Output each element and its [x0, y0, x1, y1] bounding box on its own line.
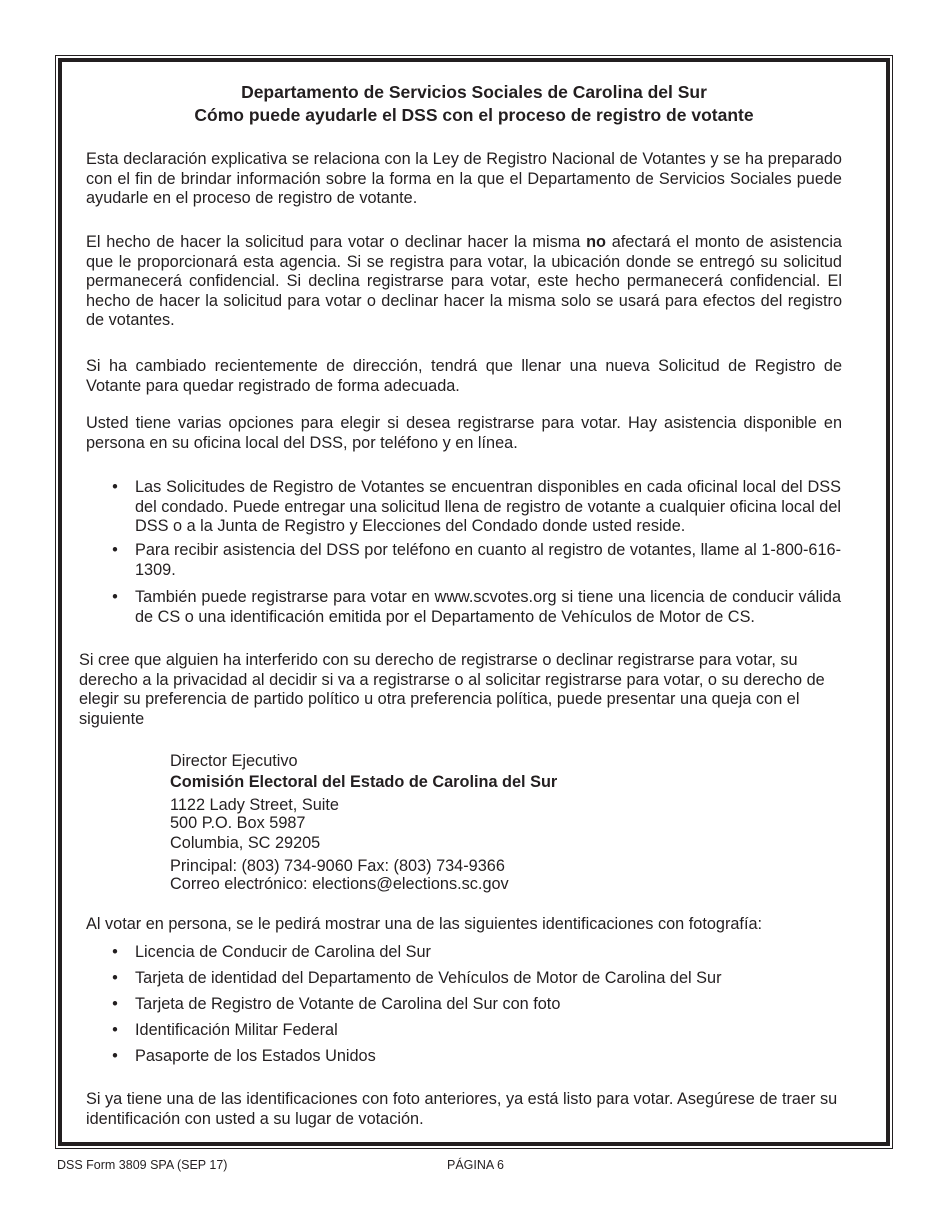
bullet-icon: •	[112, 1021, 118, 1039]
address-change-paragraph: Si ha cambiado recientemente de dirección, tendrá que llenar una nueva Solicitud de Registro de Votante para quedar registrado de forma adecuada.	[86, 357, 842, 395]
id-text: Tarjeta de identidad del Departamento de Vehículos de Motor de Carolina del Sur	[135, 969, 722, 987]
contact-phone: Principal: (803) 734-9060 Fax: (803) 734-9366	[170, 857, 505, 875]
id-text: Licencia de Conducir de Carolina del Sur	[135, 943, 431, 961]
form-id: DSS Form 3809 SPA (SEP 17)	[57, 1158, 228, 1172]
confidentiality-paragraph	[86, 233, 842, 331]
contact-address-line3: Columbia, SC 29205	[170, 834, 321, 852]
id-item	[108, 943, 841, 963]
id-intro: Al votar en persona, se le pedirá mostrar una de las siguientes identificaciones con fotografía:	[86, 915, 763, 933]
id-item	[108, 969, 841, 989]
option-text: También puede registrarse para votar en www.scvotes.org si tiene una licencia de conducir válida de CS o una identificación emitida por el Departamento de Vehículos de Motor de CS.	[135, 588, 841, 626]
bullet-icon: •	[112, 943, 118, 961]
id-text: Pasaporte de los Estados Unidos	[135, 1047, 376, 1065]
bullet-icon: •	[112, 541, 118, 559]
option-item	[108, 478, 841, 537]
intro-paragraph: Esta declaración explicativa se relaciona con la Ley de Registro Nacional de Votantes y se ha preparado con el fin de brindar información sobre la forma en la que el Departamento de Servicios Sociales puede ayudarle en el proceso de registro de votante.	[86, 150, 842, 207]
complaint-paragraph: Si cree que alguien ha interferido con su derecho de registrarse o declinar registrarse para votar, su derecho a la privacidad al decidir si va a registrarse o al solicitar registrarse para votar, o su derecho de elegir su preferencia de partido político u otra preferencia política, puede presentar una queja con el siguiente	[79, 651, 825, 728]
bullet-icon: •	[112, 995, 118, 1013]
contact-email: Correo electrónico: elections@elections.sc.gov	[170, 875, 509, 893]
id-item	[108, 995, 841, 1015]
id-text: Tarjeta de Registro de Votante de Carolina del Sur con foto	[135, 995, 561, 1013]
confidentiality-text-end: afectará el monto de asistencia que le proporcionará esta agencia. Si se registra para votar, la ubicación donde se entregó su solicitud permanecerá confidencial. Si declina registrarse para votar, este hecho permanecerá confidencial. El hecho de hacer la solicitud para votar o declinar hacer la misma solo se usará para efectos del registro de votantes.	[86, 233, 842, 329]
id-item	[108, 1047, 841, 1067]
confidentiality-emphasis: no	[586, 233, 606, 251]
bullet-icon: •	[112, 478, 118, 496]
option-text: Las Solicitudes de Registro de Votantes se encuentran disponibles en cada oficinal local del DSS del condado. Puede entregar una solicitud llena de registro de votante a cualquier oficina local del DSS o a la Junta de Registro y Elecciones del Condado donde usted reside.	[135, 478, 841, 535]
closing-paragraph: Si ya tiene una de las identificaciones con foto anteriores, ya está listo para votar. Asegúrese de traer su identificación con usted a su lugar de votación.	[86, 1090, 838, 1128]
confidentiality-text-start: El hecho de hacer la solicitud para votar o declinar hacer la misma	[86, 233, 587, 251]
contact-role: Director Ejecutivo	[170, 752, 298, 770]
id-text: Identificación Militar Federal	[135, 1021, 338, 1039]
contact-address-line1: 1122 Lady Street, Suite	[170, 796, 339, 814]
page-number: PÁGINA 6	[447, 1158, 504, 1172]
bullet-icon: •	[112, 969, 118, 987]
id-item	[108, 1021, 841, 1041]
page-title: Departamento de Servicios Sociales de Carolina del Sur	[241, 82, 707, 102]
contact-organization: Comisión Electoral del Estado de Carolina del Sur	[170, 773, 558, 791]
page-subtitle: Cómo puede ayudarle el DSS con el proceso de registro de votante	[194, 105, 754, 125]
margin-mark	[59, 655, 62, 669]
options-paragraph: Usted tiene varias opciones para elegir si desea registrarse para votar. Hay asistencia disponible en persona en su oficina local del DSS, por teléfono y en línea.	[86, 414, 842, 452]
contact-address-line2: 500 P.O. Box 5987	[170, 814, 306, 832]
option-item	[108, 588, 841, 627]
option-item	[108, 541, 841, 580]
option-text: Para recibir asistencia del DSS por teléfono en cuanto al registro de votantes, llame al 1-800-616-1309.	[135, 541, 841, 579]
bullet-icon: •	[112, 1047, 118, 1065]
bullet-icon: •	[112, 588, 118, 606]
